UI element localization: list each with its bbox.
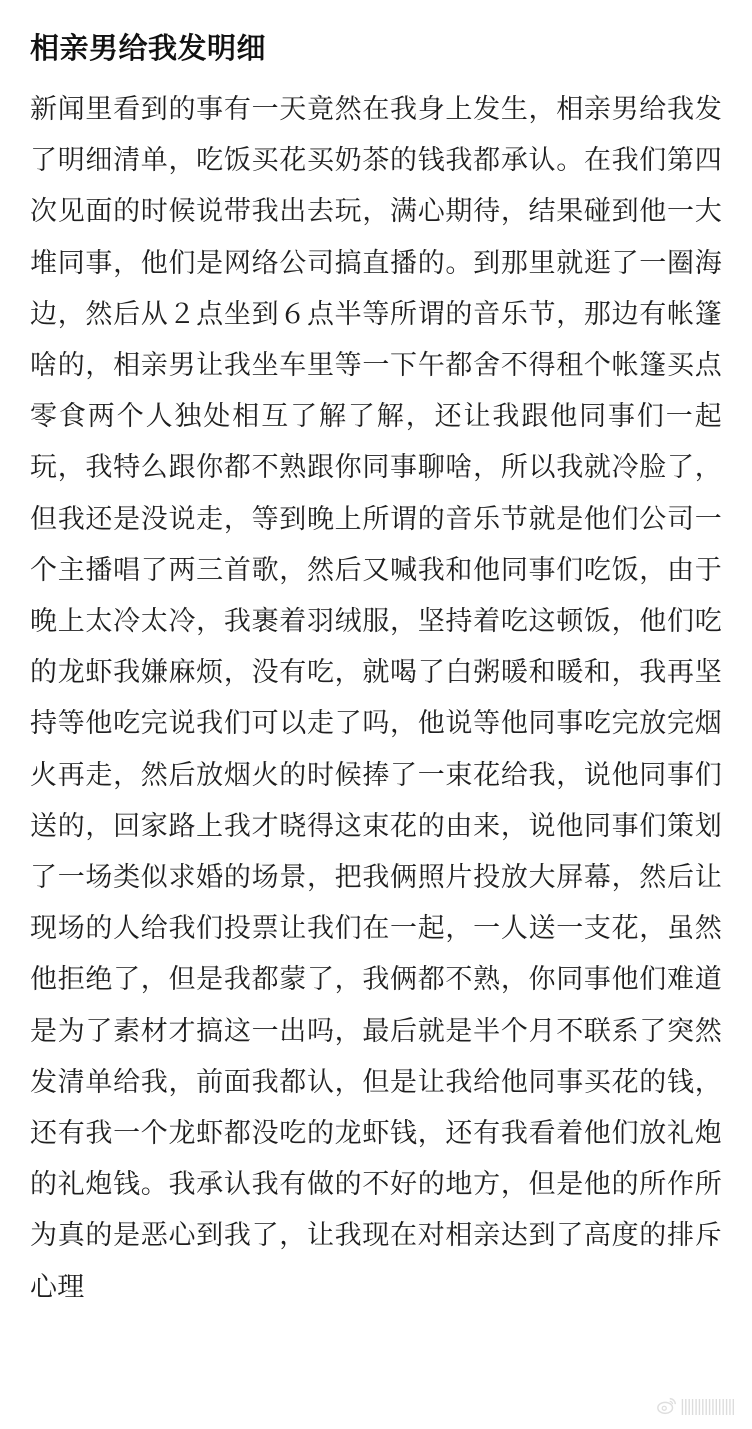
watermark bbox=[656, 1395, 734, 1417]
post-title: 相亲男给我发明细 bbox=[30, 31, 267, 65]
watermark-text: |||||||||||||||| bbox=[679, 1396, 734, 1415]
post-body-text: 新闻里看到的事有一天竟然在我身上发生，相亲男给我发了明细清单，吃饭买花买奶茶的钱我都承认。在我们第四次见面的时候说带我出去玩，满心期待，结果碰到他一大堆同事，他们是网络公司搞直播的。到那里就逛了一圈海边，然后从２点坐到６点半等所谓的音乐节，那边有帐篷啥的，相亲男让我坐车里等一下午都舍不得租个帐篷买点零食两个人独处相互了解了解，还让我跟他同事们一起玩，我特么跟你都不熟跟你同事聊啥，所以我就冷脸了，但我还是没说走，等到晚上所谓的音乐节就是他们公司一个主播唱了两三首歌，然后又喊我和他同事们吃饭，由于晚上太冷太冷，我裹着羽绒服，坚持着吃这顿饭，他们吃的龙虾我嫌麻烦，没有吃，就喝了白粥暖和暖和，我再坚持等他吃完说我们可以走了吗，他说等他同事吃完放完烟火再走，然后放烟火的时候捧了一束花给我，说他同事们送的，回家路上我才晓得这束花的由来，说他同事们策划了一场类似求婚的场景，把我俩照片投放大屏幕，然后让现场的人给我们投票让我们在一起，一人送一支花，虽然他拒绝了，但是我都蒙了，我俩都不熟，你同事他们难道是为了素材才搞这一出吗，最后就是半个月不联系了突然发清单给我，前面我都认，但是让我给他同事买花的钱，还有我一个龙虾都没吃的龙虾钱，还有我看着他们放礼炮的礼炮钱。我承认我有做的不好的地方，但是他的所作所为真的是恶心到我了，让我现在对相亲达到了高度的排斥心理 bbox=[30, 94, 722, 1303]
weibo-logo-icon bbox=[656, 1395, 678, 1417]
